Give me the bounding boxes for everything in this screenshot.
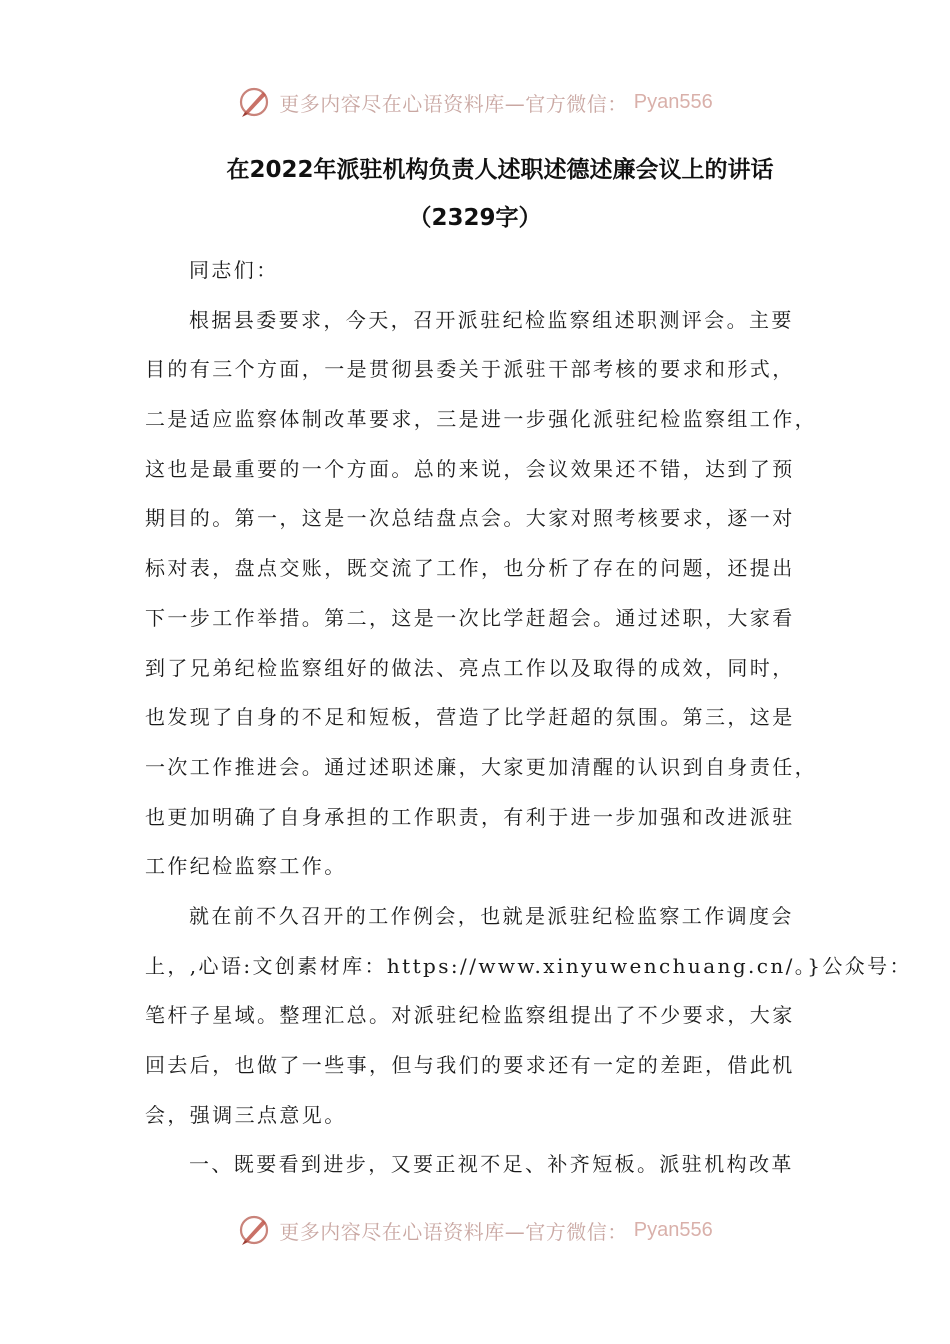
- body-line: 笔杆子星域。整理汇总。对派驻纪检监察组提出了不少要求，大家: [145, 1003, 795, 1028]
- watermark-handle: Pyan556: [633, 1218, 713, 1241]
- body-line: 下一步工作举措。第二，这是一次比学赶超会。通过述职，大家看: [145, 605, 795, 630]
- body-line: 根据县委要求，今天，召开派驻纪检监察组述职测评会。主要: [189, 307, 794, 332]
- body-line: 期目的。第一，这是一次总结盘点会。大家对照考核要求，逐一对: [145, 506, 795, 531]
- document-subtitle: （2329字）: [408, 205, 542, 231]
- body-line: 到了兄弟纪检监察组好的做法、亮点工作以及取得的成效，同时，: [145, 655, 795, 680]
- watermark-footer: [0, 1208, 950, 1252]
- salutation-line: 同志们：: [189, 258, 279, 282]
- body-line: 就在前不久召开的工作例会，也就是派驻纪检监察工作调度会: [189, 903, 794, 928]
- document-title: 在2022年派驻机构负责人述职述德述廉会议上的讲话: [226, 157, 774, 183]
- body-line: 会，强调三点意见。: [145, 1102, 347, 1127]
- watermark-text: 更多内容尽在心语资料库—官方微信：: [279, 91, 628, 116]
- body-line: 也发现了自身的不足和短板，营造了比学赶超的氛围。第三，这是: [145, 705, 795, 730]
- document-body: [145, 246, 912, 1190]
- body-line: 目的有三个方面，一是贯彻县委关于派驻干部考核的要求和形式，: [145, 357, 795, 382]
- watermark-header: [0, 80, 950, 124]
- body-line: 回去后，也做了一些事，但与我们的要求还有一定的差距，借此机: [145, 1053, 795, 1077]
- quill-logo-icon: [237, 1212, 273, 1248]
- watermark-handle: Pyan556: [633, 90, 713, 113]
- body-line: 上，,心语:文创素材库：https://www.xinyuwenchuang.cn/。}公众号：: [145, 953, 912, 978]
- body-line: 也更加明确了自身承担的工作职责，有利于进一步加强和改进派驻: [145, 804, 795, 829]
- body-line: 一次工作推进会。通过述职述廉，大家更加清醒的认识到自身责任，: [145, 754, 817, 779]
- section-heading-line: 一、既要看到进步，又要正视不足、补齐短板。派驻机构改革: [189, 1152, 794, 1177]
- body-line: 二是适应监察体制改革要求，三是进一步强化派驻纪检监察组工作，: [145, 407, 817, 432]
- body-line: 工作纪检监察工作。: [145, 854, 347, 879]
- quill-logo-icon: [237, 84, 273, 120]
- body-line: 标对表，盘点交账，既交流了工作，也分析了存在的问题，还提出: [145, 556, 795, 581]
- watermark-text: 更多内容尽在心语资料库—官方微信：: [279, 1219, 628, 1244]
- body-line: 这也是最重要的一个方面。总的来说，会议效果还不错，达到了预: [145, 456, 795, 481]
